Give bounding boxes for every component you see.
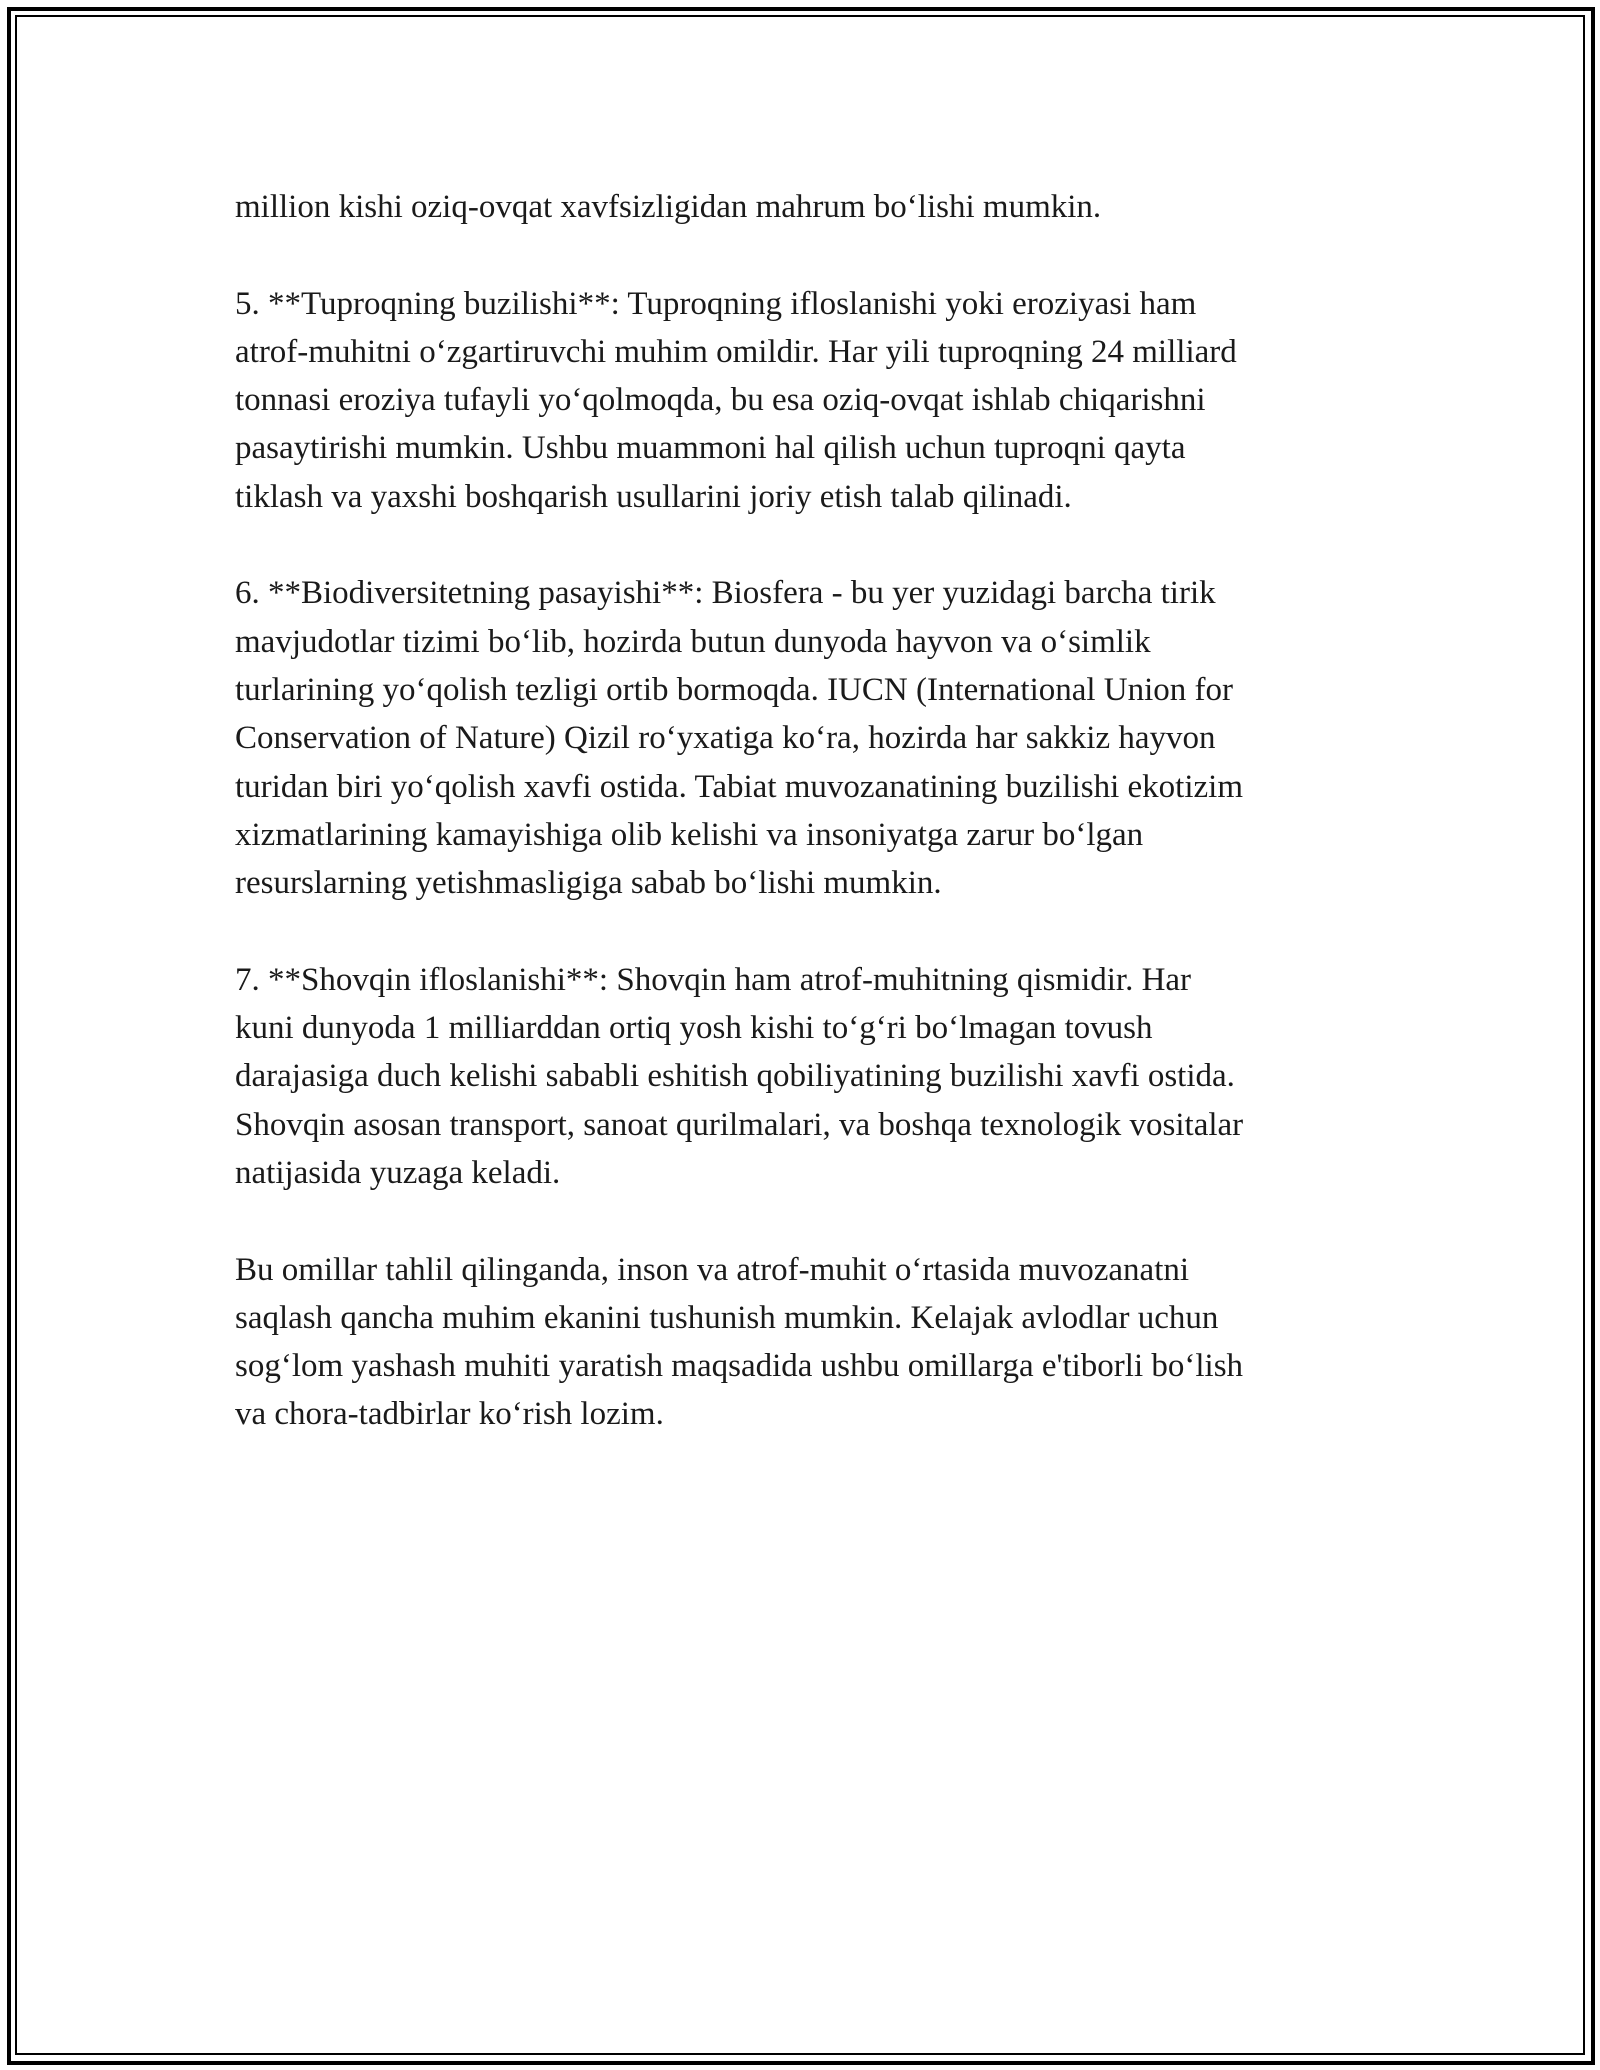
text-line: resurslarning yetishmasligiga sabab bo‘lishi mumkin. [235,865,942,902]
paragraph-conclusion [235,1246,1375,1439]
text-line: va chora-tadbirlar ko‘rish lozim. [235,1396,664,1433]
text-line: atrof-muhitni o‘zgartiruvchi muhim omildir. Har yili tuproqning 24 milliard [235,333,1237,370]
text-line: million kishi oziq-ovqat xavfsizligidan mahrum bo‘lishi mumkin. [235,189,1102,225]
text-line: turlarining yo‘qolish tezligi ortib bormoqda. IUCN (International Union for [235,671,1234,708]
text-line: sog‘lom yashash muhiti yaratish maqsadida ushbu omillarga e'tiborli bo‘lish [235,1348,1244,1385]
paragraph-soil-degradation [235,280,1375,521]
text-line: darajasiga duch kelishi sababli eshitish qobiliyatining buzilishi xavfi ostida. [235,1058,1235,1095]
text-line: mavjudotlar tizimi bo‘lib, hozirda butun dunyoda hayvon va o‘simlik [235,623,1151,660]
text-line: Shovqin asosan transport, sanoat qurilmalari, va boshqa texnologik vositalar [235,1106,1244,1143]
text-line: 7. **Shovqin ifloslanishi**: Shovqin ham atrof-muhitning qismidir. Har [235,961,1192,998]
text-line: xizmatlarining kamayishiga olib kelishi va insoniyatga zarur bo‘lgan [235,816,1144,853]
paragraph-biodiversity-decline [235,569,1375,907]
text-line: 5. **Tuproqning buzilishi**: Tuproqning ifloslanishi yoki eroziyasi ham [235,285,1197,322]
text-line: tonnasi eroziya tufayli yo‘qolmoqda, bu esa oziq-ovqat ishlab chiqarishni [235,382,1206,419]
text-line: turidan biri yo‘qolish xavfi ostida. Tabiat muvozanatining buzilishi ekotizim [235,768,1243,805]
document-body [235,183,1375,1487]
text-line: Bu omillar tahlil qilinganda, inson va atrof-muhit o‘rtasida muvozanatni [235,1251,1190,1288]
text-line: Conservation of Nature) Qizil ro‘yxatiga ko‘ra, hozirda har sakkiz hayvon [235,720,1216,757]
paragraph-food-security-continuation [235,183,1375,231]
text-line: natijasida yuzaga keladi. [235,1154,561,1191]
text-line: kuni dunyoda 1 milliarddan ortiq yosh kishi to‘g‘ri bo‘lmagan tovush [235,1010,1153,1047]
text-line: pasaytirishi mumkin. Ushbu muammoni hal qilish uchun tuproqni qayta [235,430,1186,467]
text-line: saqlash qancha muhim ekanini tushunish mumkin. Kelajak avlodlar uchun [235,1299,1219,1336]
text-line: 6. **Biodiversitetning pasayishi**: Biosfera - bu yer yuzidagi barcha tirik [235,575,1216,612]
paragraph-noise-pollution [235,956,1375,1197]
text-line: tiklash va yaxshi boshqarish usullarini joriy etish talab qilinadi. [235,478,1072,515]
